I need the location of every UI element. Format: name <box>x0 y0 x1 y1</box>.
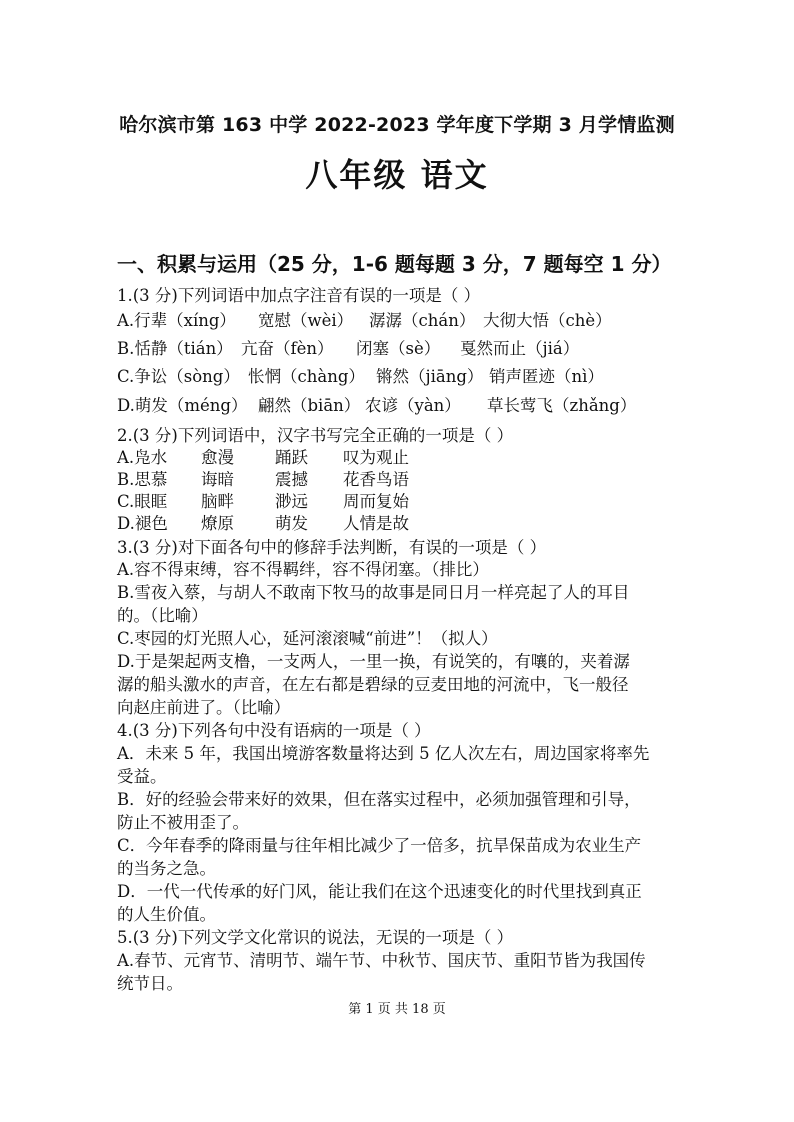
q2-c-item: C.眼眶 <box>117 492 168 511</box>
q1-d-item: 翩然（biān） <box>258 396 361 415</box>
q1-c-item: 销声匿迹（nì） <box>489 367 604 386</box>
q1-b-item: 亢奋（fèn） <box>241 339 334 358</box>
q3-option-d-cont: 潺的船头激水的声音，在左右都是碧绿的豆麦田地的河流中，飞一般径 <box>117 675 629 694</box>
q4-option-b: B．好的经验会带来好的效果，但在落实过程中，必须加强管理和引导， <box>117 790 641 809</box>
q4-option-d-cont: 的人生价值。 <box>117 905 216 924</box>
q1-c-item: 怅惘（chàng） <box>248 367 365 386</box>
q2-option-a <box>117 450 537 470</box>
q2-d-item: D.褪色 <box>117 514 168 533</box>
q1-d-item: 草长莺飞（zhǎng） <box>487 396 637 415</box>
q2-a-item: 叹为观止 <box>343 448 409 467</box>
q1-b-item: B.恬静（tián） <box>117 339 233 358</box>
q4-option-b-cont: 防止不被用歪了。 <box>117 813 249 832</box>
q2-a-item: 愈漫 <box>201 448 234 467</box>
q4-option-d: D．一代一代传承的好门风，能让我们在这个迅速变化的时代里找到真正 <box>117 882 642 901</box>
q4-option-c: C．今年春季的降雨量与往年相比减少了一倍多，抗旱保苗成为农业生产 <box>117 836 642 855</box>
q1-c-item: 锵然（jiāng） <box>376 367 484 386</box>
q2-a-item: A.凫水 <box>117 448 168 467</box>
q1-a-item: 宽慰（wèi） <box>258 311 354 330</box>
q2-b-item: 诲暗 <box>201 470 234 489</box>
q2-stem: 2.(3 分)下列词语中，汉字书写完全正确的一项是（ ） <box>117 426 514 445</box>
q2-b-item: 花香鸟语 <box>343 470 409 489</box>
q1-c-item: C.争讼（sòng） <box>117 367 240 386</box>
q2-option-d <box>117 516 537 536</box>
q1-d-item: 农谚（yàn） <box>365 396 461 415</box>
q2-d-item: 燎原 <box>201 514 234 533</box>
q3-option-d: D.于是架起两支橹，一支两人，一里一换，有说笑的，有嚷的，夹着潺 <box>117 652 630 671</box>
exam-subtitle: 八年级 语文 <box>305 156 489 194</box>
q3-option-d-cont: 向赵庄前进了。（比喻） <box>117 698 291 717</box>
q2-a-item: 踊跃 <box>275 448 308 467</box>
q4-option-a-cont: 受益。 <box>117 767 167 786</box>
q1-a-item: 大彻大悟（chè） <box>483 311 612 330</box>
q2-c-item: 渺远 <box>275 492 308 511</box>
q5-option-a-cont: 统节日。 <box>117 974 183 993</box>
q2-option-b <box>117 472 537 492</box>
q3-option-c: C.枣园的灯光照人心，延河滚滚喊“前进”！（拟人） <box>117 629 498 648</box>
page-footer: 第 1 页 共 18 页 <box>348 1002 446 1017</box>
q4-option-a: A．未来 5 年，我国出境游客数量将达到 5 亿人次左右，周边国家将率先 <box>117 744 650 763</box>
q2-c-item: 脑畔 <box>201 492 234 511</box>
q2-b-item: B.思慕 <box>117 470 168 489</box>
q2-c-item: 周而复始 <box>343 492 409 511</box>
q1-b-item: 闭塞（sè） <box>356 339 441 358</box>
q5-stem: 5.(3 分)下列文学文化常识的说法，无误的一项是（ ） <box>117 928 514 947</box>
q3-option-b-cont: 的。（比喻） <box>117 606 208 625</box>
section-heading: 一、积累与运用（25 分，1-6 题每题 3 分，7 题每空 1 分） <box>117 252 672 276</box>
q1-option-c <box>117 369 677 389</box>
q2-b-item: 震撼 <box>275 470 308 489</box>
q1-d-item: D.萌发（méng） <box>117 396 248 415</box>
q3-stem: 3.(3 分)对下面各句中的修辞手法判断，有误的一项是（ ） <box>117 538 547 557</box>
q1-option-a <box>117 313 677 333</box>
exam-title: 哈尔滨市第 163 中学 2022-2023 学年度下学期 3 月学情监测 <box>119 114 675 136</box>
q1-b-item: 戛然而止（jiá） <box>460 339 580 358</box>
q4-stem: 4.(3 分)下列各句中没有语病的一项是（ ） <box>117 721 431 740</box>
q3-option-a: A.容不得束缚，容不得羁绊，容不得闭塞。（排比） <box>117 560 489 579</box>
q1-a-item: 潺潺（chán） <box>369 311 476 330</box>
q1-stem: 1.(3 分)下列词语中加点字注音有误的一项是（ ） <box>117 286 481 305</box>
q3-option-b: B.雪夜入蔡，与胡人不敢南下牧马的故事是同日月一样亮起了人的耳目 <box>117 583 630 602</box>
q2-d-item: 萌发 <box>275 514 308 533</box>
q5-option-a: A.春节、元宵节、清明节、端午节、中秋节、国庆节、重阳节皆为我国传 <box>117 951 646 970</box>
q1-a-item: A.行辈（xíng） <box>117 311 236 330</box>
q4-option-c-cont: 的当务之急。 <box>117 859 216 878</box>
q2-d-item: 人情是故 <box>343 514 409 533</box>
q1-option-b <box>117 341 677 361</box>
q1-option-d <box>117 398 677 418</box>
q2-option-c <box>117 494 537 514</box>
